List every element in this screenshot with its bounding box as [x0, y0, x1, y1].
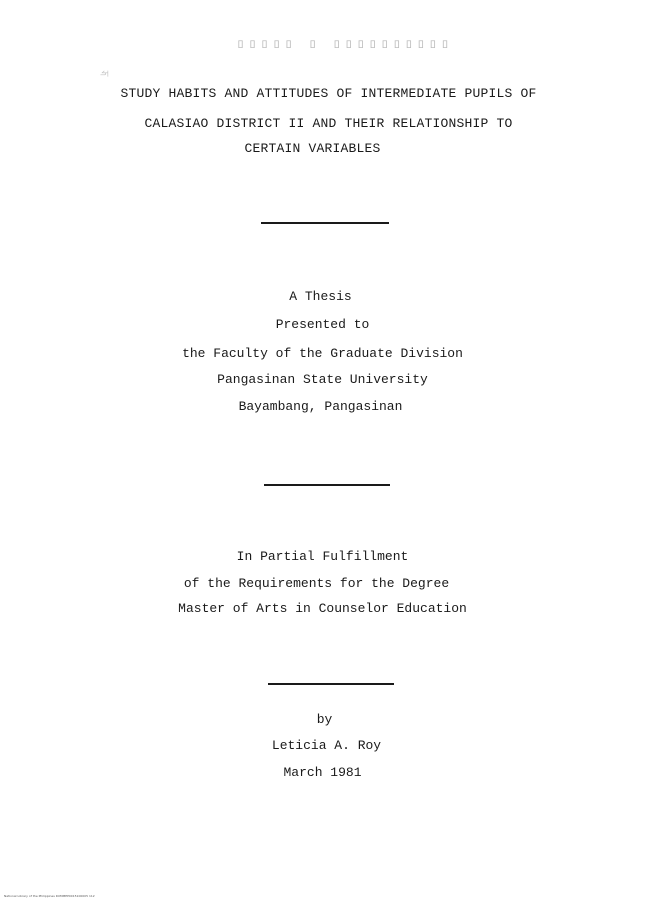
fulfillment-line-2: of the Requirements for the Degree	[183, 576, 450, 591]
faded-stamp-image: ▯▯▯▯▯ ▯ ▯▯▯▯▯▯▯▯▯▯	[236, 37, 453, 52]
location-line: Bayambang, Pangasinan	[238, 399, 403, 414]
submission-date: March 1981	[283, 765, 362, 780]
divider-rule-1	[261, 222, 389, 224]
thesis-label: A Thesis	[289, 289, 352, 304]
library-footer-note: National Library of the Philippines RUMMEP0015100005 112	[4, 894, 95, 898]
divider-rule-2	[264, 484, 390, 486]
faculty-line: the Faculty of the Graduate Division	[182, 346, 463, 361]
by-label: by	[316, 712, 333, 727]
presented-to-label: Presented to	[275, 317, 370, 332]
degree-line: Master of Arts in Counselor Education	[178, 601, 467, 616]
title-line-1: STUDY HABITS AND ATTITUDES OF INTERMEDIATE PUPILS OF	[120, 86, 537, 101]
title-line-2: CALASIAO DISTRICT II AND THEIR RELATIONSHIP TO	[144, 116, 513, 131]
ink-smudge-mark: ࡌ	[100, 68, 109, 78]
fulfillment-line-1: In Partial Fulfillment	[236, 549, 409, 564]
author-name: Leticia A. Roy	[271, 738, 382, 753]
university-line: Pangasinan State University	[217, 372, 428, 387]
title-line-3: CERTAIN VARIABLES	[244, 141, 381, 156]
divider-rule-3	[268, 683, 394, 685]
